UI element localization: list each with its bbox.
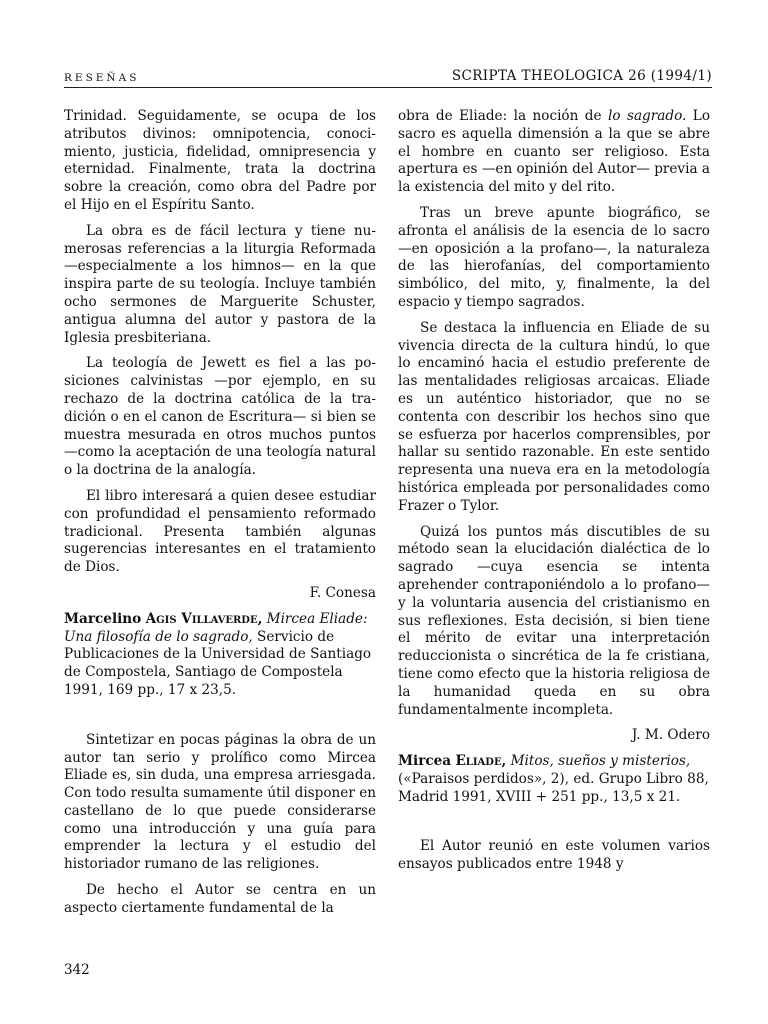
paragraph-italic: lo sagrado. — [608, 108, 687, 124]
section-label: RESEÑAS — [64, 72, 140, 84]
right-column — [398, 108, 710, 882]
paragraph: De hecho el Autor se centra en un aspecto ciertamente fundamental de la — [64, 882, 376, 916]
paragraph-text: obra de Eliade: la noción de — [398, 108, 608, 124]
paragraph-text: Lo sacro es aquella dimensión a la que se abre el hombre en cuanto ser religioso. Esta apertura es —en opinión del Autor— previa a la existencia del mito y del rito. — [398, 108, 710, 196]
paragraph: Trinidad. Seguidamente, se ocupa de los atributos divinos: omnipotencia, conocimiento, justicia, fidelidad, omnipresencia y eternidad. Finalmente, trata la doctrina sobre la creación, como obra del Padre por el Hijo en el Espíritu Santo. — [64, 108, 376, 213]
paragraph: Sintetizar en pocas páginas la obra de un autor tan serio y prolífico como Mircea Eliade es, sin duda, una empresa arriesgada. Con todo resulta sumamente útil disponer en castellano de lo que puede considerarse como una introducción y una guía para emprender la lectura y el estudio del historiador rumano de las religiones. — [64, 731, 376, 873]
author-first-name: Marcelino — [64, 610, 142, 627]
author-first-name: Mircea — [398, 753, 452, 770]
paragraph: Se destaca la influencia en Eliade de su vivencia directa de la cultura hindú, lo que lo encaminó hacia el estudio preferente de las mentalidades religiosas arcaicas. Eliade es un auténtico historiador, que no se contenta con describir los hechos sino que se esfuerza por hacerlos comprensibles, por hallar su sentido razonable. En este sentido representa una nueva era en la metodología histórica empleada por personalidades como Frazer o Tylor. — [398, 319, 710, 514]
author-last-name: Agis Villaverde, — [145, 610, 263, 627]
paragraph: La obra es de fácil lectura y tiene numerosas referencias a la liturgia Reformada —especialmente a los himnos— en la que inspira parte de su teología. Incluye también ocho sermones de Marguerite Schuster, antigua alumna del autor y pastora de la Iglesia presbiteriana. — [64, 222, 376, 346]
book-details: («Paraisos perdidos», 2), ed. Grupo Libro 88, Madrid 1991, XVIII + 251 pp., 13,5 x 21. — [398, 770, 709, 805]
paragraph: Tras un breve apunte biográfico, se afronta el análisis de la esencia de lo sacro —en oposición a la profano—, la naturaleza de las hierofanías, del comportamiento simbólico, del mito, y, finalmente, la del espacio y tiempo sagrados. — [398, 204, 710, 310]
book-details: Servicio de Publicaciones de la Universidad de Santiago de Compostela, Santiago de Compostela 1991, 169 pp., 17 x 23,5. — [64, 628, 372, 698]
book-title: Mitos, sueños y misterios, — [510, 753, 691, 770]
journal-title: SCRIPTA THEOLOGICA 26 (1994/1) — [451, 68, 712, 84]
paragraph — [398, 108, 710, 197]
page-number: 342 — [64, 962, 90, 978]
reviewer-signature: J. M. Odero — [631, 727, 710, 744]
paragraph: La teología de Jewett es fiel a las posiciones calvinistas —por ejemplo, en su rechazo de la doctrina católica de la tradición o en el canon de Escritura— si bien se muestra mesurada en otros muchos puntos —como la aceptación de una teología natural o la doctrina de la analogía. — [64, 355, 376, 479]
book-reference — [398, 753, 710, 806]
author-last-name: Eliade, — [455, 753, 507, 770]
book-reference — [64, 611, 376, 700]
paragraph: El Autor reunió en este volumen varios ensayos publicados entre 1948 y — [398, 838, 710, 873]
paragraph: El libro interesará a quien desee estudiar con profundidad el pensamiento reformado tradicional. Presenta también algunas sugerencias interesantes en el tratamiento de Dios. — [64, 487, 376, 576]
paragraph: Quizá los puntos más discutibles de su método sean la elucidación dialéctica de lo sagrado —cuya esencia se intenta aprehender contraponiéndolo a lo profano— y la voluntaria ausencia del cristianismo en sus reflexiones. Esta decisión, si bien tiene el mérito de evitar una interpretación reduccionista o sincrética de la fe cristiana, tiene como efecto que la historia religiosa de la humanidad queda en su obra fundamentalmente incompleta. — [398, 523, 710, 718]
reviewer-signature: F. Conesa — [309, 584, 376, 601]
book-title: Mircea Eliade: Una filosofía de lo sagrado, — [64, 610, 368, 645]
left-column — [64, 108, 376, 926]
running-head — [64, 66, 712, 88]
